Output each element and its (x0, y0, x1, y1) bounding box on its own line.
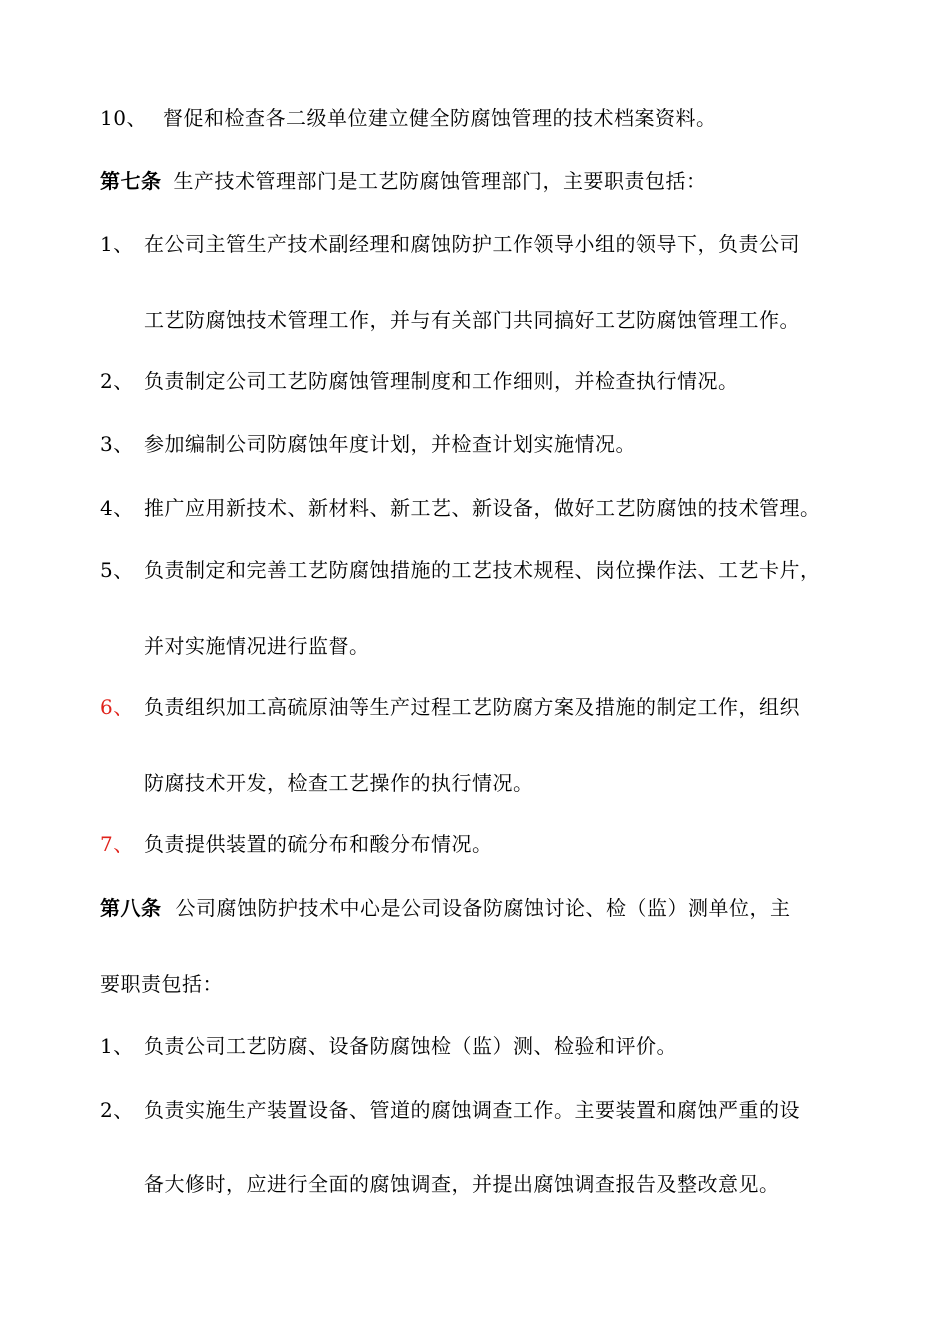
article-8-continued (100, 970, 223, 998)
article-7-item-3 (100, 430, 636, 458)
item-number: 6、 (100, 695, 134, 719)
item-10 (100, 104, 716, 132)
item-number: 7、 (100, 832, 134, 856)
article-7-item-1-continued (144, 306, 800, 334)
article-7-item-1 (100, 230, 800, 258)
item-text: 负责组织加工高硫原油等生产过程工艺防腐方案及措施的制定工作，组织 (144, 695, 800, 719)
item-number: 1、 (100, 232, 134, 256)
article-7-item-6 (100, 693, 800, 721)
item-text: 负责制定和完善工艺防腐蚀措施的工艺技术规程、岗位操作法、工艺卡片， (144, 558, 821, 582)
item-number: 3、 (100, 432, 134, 456)
item-text: 督促和检查各二级单位建立健全防腐蚀管理的技术档案资料。 (162, 106, 717, 130)
article-8-item-2-continued (144, 1170, 780, 1198)
item-text: 负责公司工艺防腐、设备防腐蚀检（监）测、检验和评价。 (144, 1034, 677, 1058)
article-7-item-5 (100, 556, 821, 584)
article-7-item-2 (100, 367, 739, 395)
article-7-item-5-continued (144, 632, 370, 660)
article-7-item-7 (100, 830, 493, 858)
article-7-item-4 (100, 494, 821, 522)
article-7-item-6-continued (144, 769, 534, 797)
item-text-continued: 防腐技术开发，检查工艺操作的执行情况。 (144, 771, 534, 795)
article-8-item-1 (100, 1032, 677, 1060)
article-text-continued: 要职责包括： (100, 972, 223, 996)
item-text: 负责实施生产装置设备、管道的腐蚀调查工作。主要装置和腐蚀严重的设 (144, 1098, 800, 1122)
article-8 (100, 894, 791, 922)
item-text-continued: 备大修时，应进行全面的腐蚀调查，并提出腐蚀调查报告及整改意见。 (144, 1172, 780, 1196)
item-text: 参加编制公司防腐蚀年度计划，并检查计划实施情况。 (144, 432, 636, 456)
item-number: 1、 (100, 1034, 134, 1058)
item-text: 负责制定公司工艺防腐蚀管理制度和工作细则，并检查执行情况。 (144, 369, 739, 393)
article-heading: 第八条 (100, 896, 162, 920)
article-7 (100, 167, 707, 195)
item-text: 在公司主管生产技术副经理和腐蚀防护工作领导小组的领导下，负责公司 (144, 232, 800, 256)
article-heading: 第七条 (100, 169, 162, 193)
item-text: 推广应用新技术、新材料、新工艺、新设备，做好工艺防腐蚀的技术管理。 (144, 496, 821, 520)
item-number: 10、 (100, 106, 147, 130)
item-number: 4、 (100, 496, 134, 520)
item-number: 2、 (100, 1098, 134, 1122)
article-text: 公司腐蚀防护技术中心是公司设备防腐蚀讨论、检（监）测单位，主 (175, 896, 791, 920)
article-text: 生产技术管理部门是工艺防腐蚀管理部门，主要职责包括： (173, 169, 707, 193)
item-text: 负责提供装置的硫分布和酸分布情况。 (144, 832, 493, 856)
item-text-continued: 工艺防腐蚀技术管理工作，并与有关部门共同搞好工艺防腐蚀管理工作。 (144, 308, 800, 332)
item-number: 5、 (100, 558, 134, 582)
item-number: 2、 (100, 369, 134, 393)
article-8-item-2 (100, 1096, 800, 1124)
item-text-continued: 并对实施情况进行监督。 (144, 634, 370, 658)
